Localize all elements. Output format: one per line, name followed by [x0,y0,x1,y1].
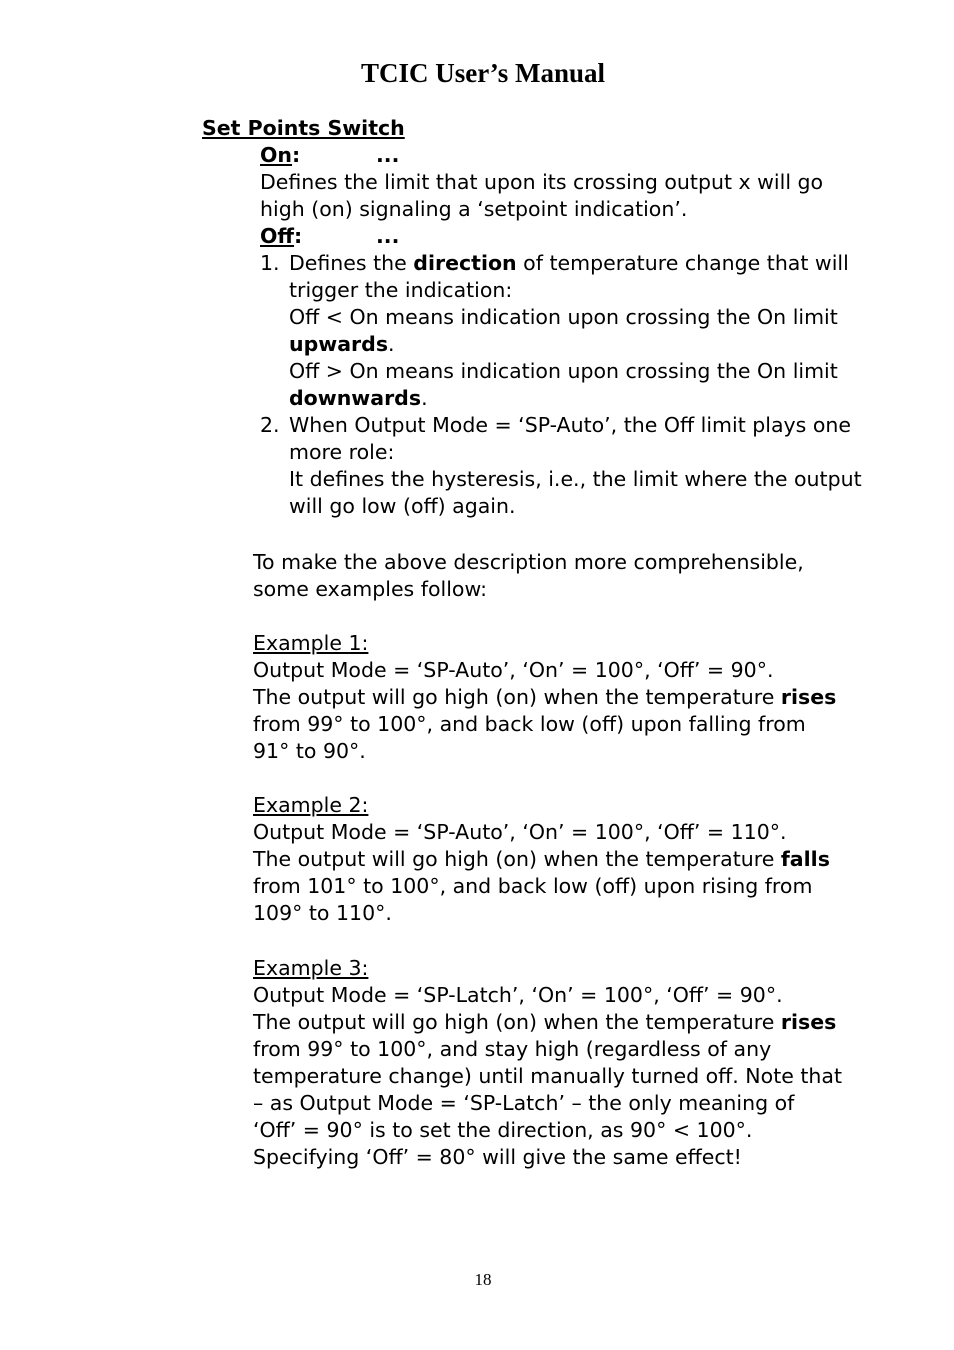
on-colon: : [292,143,301,167]
list-item: 2. When Output Mode = ‘SP-Auto’, the Off limit plays one more role: It defines the hysteresis, i.e., the limit where the output will go low (off) again. [260,413,862,518]
emphasis-upwards: upwards [289,332,389,356]
section-heading: Set Points Switch [202,116,405,140]
on-label: On [260,143,293,167]
emphasis-rises: rises [780,1010,837,1034]
example-2: Example 2: Output Mode = ‘SP-Auto’, ‘On’ = 100°, ‘Off’ = 110°. The output will go high (on) when the temperature falls from 101° to 100°, and back low (off) upon rising from 109° to 110°. [253,792,933,927]
off-label: Off [260,224,295,248]
emphasis-direction: direction [413,251,517,275]
on-desc-line-2: high (on) signaling a ‘setpoint indication’. [260,197,688,221]
example-3: Example 3: Output Mode = ‘SP-Latch’, ‘On’ = 100°, ‘Off’ = 90°. The output will go high (on) when the temperature rises from 99° to 100°, and stay high (regardless of any temperature change) until manually turned off. Note that – as Output Mode = ‘SP-Latch’ – the only meaning of ‘Off’ = 90° is to set the direction, as 90° < 100°. Specifying ‘Off’ = 80° will give the same effect! [253,955,933,1171]
off-rules-list [260,250,900,520]
off-colon: : [294,224,303,248]
example-1: Example 1: Output Mode = ‘SP-Auto’, ‘On’ = 100°, ‘Off’ = 90°. The output will go high (on) when the temperature rises from 99° to 100°, and back low (off) upon falling from 91° to 90°. [253,630,933,765]
example-heading: Example 3: [253,956,369,980]
list-number: 2. [260,413,280,437]
emphasis-falls: falls [780,847,830,871]
page-number: 18 [474,1270,492,1289]
on-desc-line-1: Defines the limit that upon its crossing output x will go [260,170,824,194]
on-definition [260,142,860,250]
page-title: TCIC User’s Manual [361,58,605,88]
emphasis-rises: rises [780,685,837,709]
list-number: 1. [260,251,280,275]
list-item: 1. Defines the direction of temperature change that will trigger the indication: Off < On means indication upon crossing the On limit upwards. Off > On means indication upon crossing the On limit downwards. [260,251,849,410]
intro-paragraph: To make the above description more comprehensible, some examples follow: [253,550,804,601]
example-heading: Example 1: [253,631,369,655]
off-value: ... [376,224,400,248]
on-value: ... [376,143,400,167]
emphasis-downwards: downwards [289,386,422,410]
example-heading: Example 2: [253,793,369,817]
